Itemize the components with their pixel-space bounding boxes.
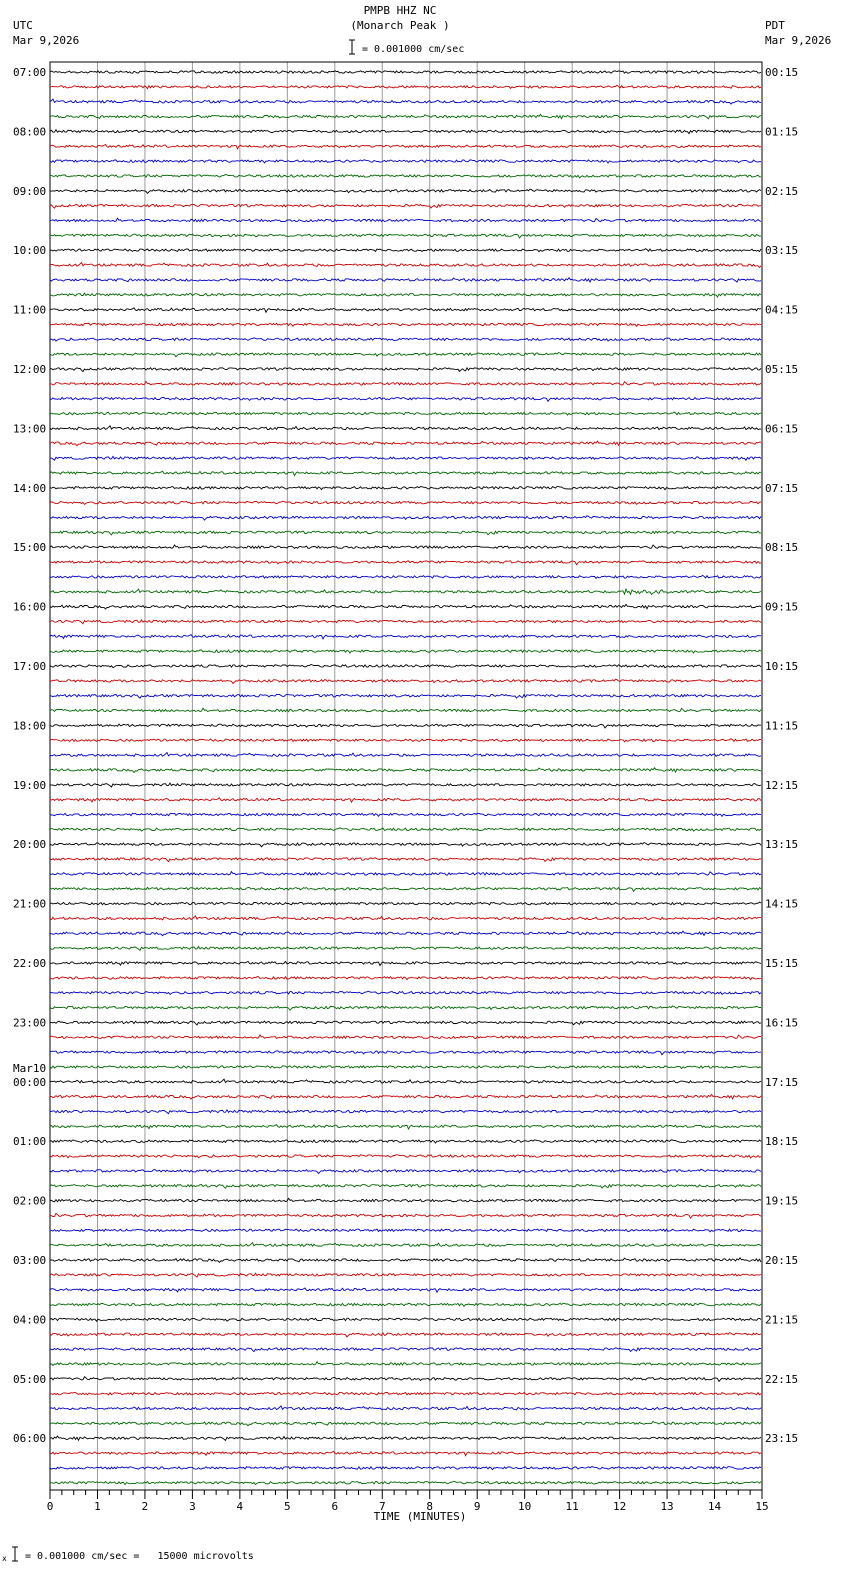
x-tick-label: 6 (331, 1500, 339, 1513)
seismic-trace (50, 1436, 761, 1440)
seismic-trace (50, 382, 761, 386)
seismic-trace (50, 635, 761, 639)
seismic-trace (50, 204, 761, 208)
seismic-trace (50, 1051, 761, 1055)
seismic-trace (50, 931, 761, 936)
seismic-trace (50, 1288, 761, 1292)
seismic-trace (50, 278, 761, 282)
right-hour-label: 06:15 (765, 422, 799, 436)
seismic-trace (50, 783, 761, 787)
left-hour-label: 07:00 (13, 66, 47, 79)
seismic-trace (50, 1035, 761, 1039)
seismic-trace (50, 160, 761, 163)
right-hour-label: 18:15 (765, 1135, 799, 1149)
right-hour-label: 02:15 (765, 184, 799, 198)
seismic-trace (50, 916, 761, 920)
right-hour-label: 08:15 (765, 541, 799, 555)
x-tick-label: 2 (141, 1500, 149, 1513)
seismic-traces (50, 71, 761, 1485)
right-hour-label: 23:15 (765, 1432, 799, 1446)
seismic-trace (50, 114, 761, 118)
right-hour-label: 12:15 (765, 778, 799, 792)
x-tick-label: 11 (565, 1500, 579, 1513)
left-hour-label: 12:00 (13, 363, 47, 376)
x-tick-label: 15 (755, 1500, 769, 1513)
seismic-trace (50, 234, 761, 238)
seismic-trace (50, 1451, 761, 1455)
left-date: Mar 9,2026 (13, 34, 80, 47)
seismic-trace (50, 308, 761, 312)
left-hour-label: 02:00 (13, 1194, 47, 1208)
x-tick-label: 5 (284, 1500, 291, 1513)
left-hour-label: 13:00 (13, 422, 47, 436)
seismic-trace (50, 724, 761, 728)
station-title: PMPB HHZ NC (363, 4, 437, 17)
seismic-trace (50, 813, 761, 816)
seismic-trace (50, 620, 761, 624)
seismic-trace (50, 753, 761, 757)
seismic-trace (50, 338, 761, 341)
x-tick-label: 12 (612, 1500, 627, 1513)
x-axis-label: TIME (MINUTES) (373, 1510, 467, 1523)
seismic-trace (50, 1066, 761, 1069)
seismic-trace (50, 858, 761, 862)
seismic-trace (50, 1229, 761, 1232)
seismic-trace (50, 1393, 761, 1396)
seismic-trace (50, 589, 761, 594)
seismic-trace (50, 531, 761, 535)
seismic-trace (50, 1333, 761, 1337)
seismic-trace (50, 130, 761, 134)
x-tick-label: 13 (660, 1500, 674, 1513)
left-hour-label: 08:00 (13, 125, 47, 139)
seismic-trace (50, 665, 761, 668)
right-hour-label: 14:15 (765, 897, 799, 911)
right-hour-label: 20:15 (765, 1254, 799, 1267)
left-hour-label: 23:00 (13, 1016, 47, 1030)
seismic-trace (50, 739, 761, 742)
seismic-trace (50, 189, 761, 193)
seismic-trace (50, 441, 761, 446)
x-tick-label: 0 (46, 1500, 54, 1513)
seismic-trace (50, 99, 761, 104)
seismic-trace (50, 1273, 761, 1277)
seismic-trace (50, 604, 761, 609)
seismic-trace (50, 1213, 761, 1218)
right-hour-label: 03:15 (765, 244, 799, 258)
seismic-trace (50, 1125, 761, 1129)
left-hour-label: 11:00 (13, 303, 47, 317)
seismic-trace (50, 471, 761, 475)
left-hour-label: 16:00 (13, 600, 47, 614)
seismic-trace (50, 1258, 761, 1263)
seismic-trace (50, 650, 761, 653)
seismic-trace (50, 1184, 761, 1188)
right-hour-label: 13:15 (765, 838, 799, 852)
seismic-trace (50, 1140, 761, 1143)
seismic-trace (50, 218, 761, 222)
seismic-trace (50, 487, 761, 490)
seismic-trace (50, 397, 761, 401)
seismic-trace (50, 872, 761, 876)
seismic-trace (50, 575, 761, 578)
seismic-trace (50, 708, 761, 712)
seismic-trace (50, 1422, 761, 1426)
seismic-trace (50, 249, 761, 252)
station-location: (Monarch Peak ) (350, 19, 450, 32)
seismic-trace (50, 545, 761, 549)
seismic-trace (50, 977, 761, 980)
left-hour-label: 14:00 (13, 481, 47, 495)
left-hour-label: 18:00 (13, 719, 47, 733)
seismic-trace (50, 323, 761, 326)
seismic-trace (50, 1095, 761, 1100)
right-hour-label: 16:15 (765, 1016, 799, 1030)
left-hour-label: 19:00 (13, 778, 47, 792)
left-hour-label: 20:00 (13, 838, 47, 852)
left-hour-label: 09:00 (13, 184, 47, 198)
x-tick-label: 1 (94, 1500, 101, 1513)
seismic-trace (50, 71, 761, 74)
seismic-trace (50, 768, 761, 773)
seismic-trace (50, 961, 761, 965)
seismic-trace (50, 1169, 761, 1173)
left-timezone: UTC (13, 19, 33, 32)
right-hour-label: 15:15 (765, 957, 799, 970)
seismic-trace (50, 1481, 761, 1484)
x-tick-label: 14 (707, 1500, 722, 1513)
left-hour-label: 00:00 (13, 1075, 47, 1089)
seismic-trace (50, 1243, 761, 1247)
left-hour-label: 06:00 (13, 1432, 47, 1446)
seismic-trace (50, 1348, 761, 1352)
seismic-trace (50, 1406, 761, 1410)
seismic-trace (50, 902, 761, 905)
seismic-trace (50, 1362, 761, 1366)
seismic-trace (50, 798, 761, 802)
right-hour-label: 09:15 (765, 600, 799, 614)
right-timezone: PDT (765, 19, 785, 32)
seismic-trace (50, 1198, 761, 1202)
left-hour-label: 01:00 (13, 1135, 47, 1149)
seismic-trace (50, 145, 761, 149)
seismic-trace (50, 516, 761, 520)
right-hour-label: 21:15 (765, 1313, 799, 1327)
seismic-trace (50, 412, 761, 415)
seismic-trace (50, 1155, 761, 1158)
seismic-trace (50, 887, 761, 891)
x-tick-label: 4 (236, 1500, 244, 1513)
seismic-trace (50, 293, 761, 297)
seismic-trace (50, 1021, 761, 1025)
right-hour-label: 19:15 (765, 1194, 799, 1208)
right-hour-label: 05:15 (765, 363, 799, 376)
left-hour-label: 04:00 (13, 1313, 47, 1327)
right-date: Mar 9,2026 (765, 34, 832, 47)
right-hour-label: 04:15 (765, 303, 799, 317)
right-hour-label: 00:15 (765, 66, 799, 79)
seismic-trace (50, 1079, 761, 1083)
seismic-trace (50, 561, 761, 565)
seismic-trace (50, 1110, 761, 1114)
right-hour-label: 22:15 (765, 1372, 799, 1386)
footer-scale-text: = 0.001000 cm/sec = 15000 microvolts (25, 1551, 254, 1562)
left-hour-label: 15:00 (13, 541, 47, 555)
header-scale-text: = 0.001000 cm/sec (362, 44, 465, 55)
x-tick-label: 9 (473, 1500, 481, 1513)
seismic-trace (50, 85, 761, 88)
seismic-trace (50, 263, 761, 268)
seismic-trace (50, 991, 761, 994)
right-hour-label: 01:15 (765, 125, 799, 139)
footer-marker: x (2, 1554, 7, 1563)
seismic-trace (50, 828, 761, 831)
seismic-trace (50, 501, 761, 504)
right-hour-label: 07:15 (765, 481, 799, 495)
x-tick-label: 7 (378, 1500, 386, 1513)
seismic-trace (50, 843, 761, 847)
left-hour-label: 22:00 (13, 957, 47, 970)
seismic-trace (50, 175, 761, 178)
x-tick-label: 10 (518, 1500, 532, 1513)
seismic-trace (50, 1377, 761, 1382)
left-hour-label: 21:00 (13, 897, 47, 911)
left-hour-label: 17:00 (13, 660, 47, 673)
x-tick-label: 3 (189, 1500, 196, 1513)
seismic-trace (50, 368, 761, 372)
left-hour-label: 05:00 (13, 1372, 47, 1386)
left-hour-label: 03:00 (13, 1254, 47, 1267)
right-hour-label: 17:15 (765, 1075, 799, 1089)
right-hour-label: 10:15 (765, 660, 799, 673)
left-hour-label: 10:00 (13, 244, 47, 258)
left-date-change-label: Mar10 (13, 1061, 47, 1075)
seismic-trace (50, 1006, 761, 1010)
seismic-trace (50, 426, 761, 430)
seismic-trace (50, 353, 761, 357)
seismic-trace (50, 679, 761, 683)
seismic-trace (50, 1318, 761, 1321)
footer-scale-bar-icon (11, 1546, 19, 1562)
seismic-trace (50, 1467, 761, 1470)
seismic-trace (50, 694, 761, 698)
seismic-trace (50, 947, 761, 951)
seismic-trace (50, 1303, 761, 1306)
x-tick-label: 8 (426, 1500, 434, 1513)
seismic-trace (50, 456, 761, 460)
right-hour-label: 11:15 (765, 719, 799, 733)
